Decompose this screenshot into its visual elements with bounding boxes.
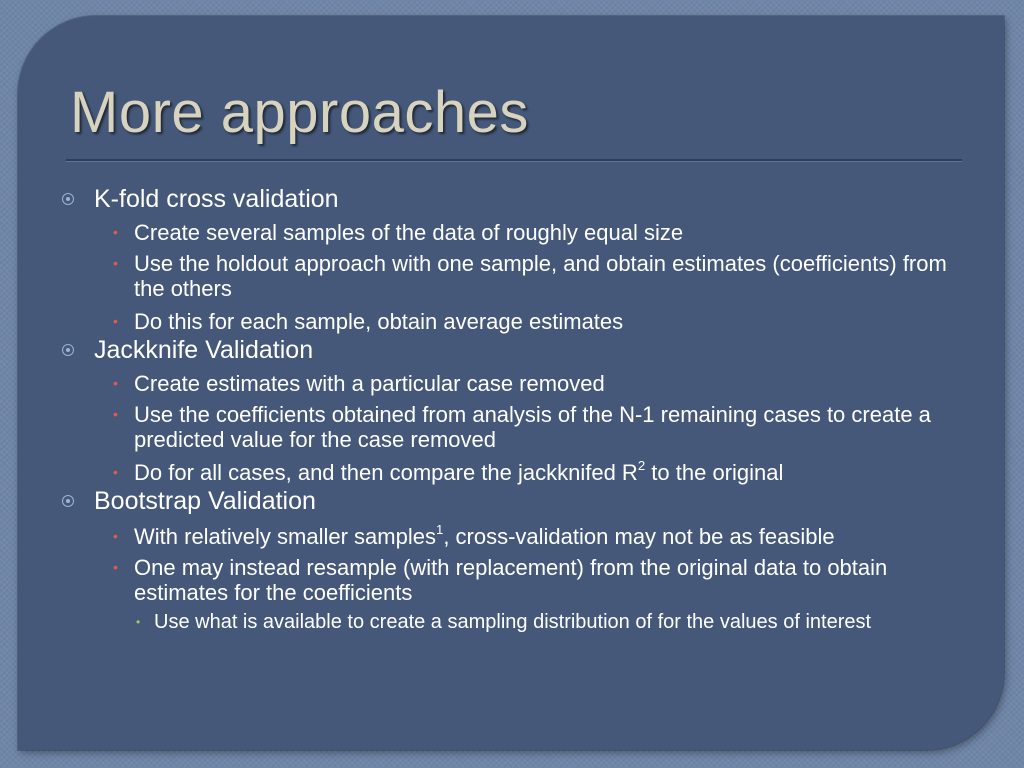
sub-bullet-text: Create estimates with a particular case removed: [134, 371, 605, 396]
dot-bullet-icon: •: [113, 224, 118, 240]
title-divider: [66, 159, 962, 161]
sub-bullet: [62, 524, 962, 549]
sub-bullet: [62, 555, 962, 605]
superscript: 2: [637, 458, 646, 474]
circle-bullet-icon: [62, 495, 74, 507]
dot-bullet-icon: •: [113, 313, 118, 329]
sub-bullet-text: Do for all cases, and then compare the jackknifed $R^2$ to the original: [134, 458, 784, 485]
sub-bullet: [62, 220, 962, 245]
dot-bullet-icon: •: [136, 615, 141, 629]
sub-bullet: [62, 402, 962, 452]
bullet-text: Bootstrap Validation: [94, 487, 316, 515]
bullet-text: K-fold cross validation: [94, 185, 339, 213]
sub-bullet: [62, 309, 962, 334]
bullet-text: Jackknife Validation: [94, 336, 314, 364]
sub-bullet-text: One may instead resample (with replacement) from the original data to obtain estimates for the coefficients: [134, 555, 888, 605]
sub-bullet: [62, 460, 962, 485]
bullet-kfold: [62, 184, 962, 214]
dot-bullet-icon: •: [113, 559, 118, 575]
superscript: 1: [435, 522, 444, 538]
bullet-bootstrap: [62, 486, 962, 516]
dot-bullet-icon: •: [113, 375, 118, 391]
sub-bullet-text: With relatively smaller samples$^1$, cross-validation may not be as feasible: [134, 522, 835, 549]
dot-bullet-icon: •: [113, 528, 118, 544]
bullet-jackknife: [62, 335, 962, 365]
sub-bullet: [62, 371, 962, 396]
dot-bullet-icon: •: [113, 255, 118, 271]
slide-content: [62, 184, 962, 634]
dot-bullet-icon: •: [113, 464, 118, 480]
sub-bullet: [62, 251, 962, 301]
sub-sub-bullet: [62, 611, 962, 634]
sub-bullet-text: Use the holdout approach with one sample, and obtain estimates (coefficients) from the others: [134, 251, 947, 301]
dot-bullet-icon: •: [113, 406, 118, 422]
sub-sub-bullet-text: Use what is available to create a sampling distribution of for the values of interest: [154, 611, 872, 633]
sub-bullet-text: Do this for each sample, obtain average estimates: [134, 309, 624, 334]
slide-title: More approaches: [70, 80, 529, 145]
sub-bullet-text: Create several samples of the data of roughly equal size: [134, 220, 684, 245]
circle-bullet-icon: [62, 344, 74, 356]
sub-bullet-text: Use the coefficients obtained from analysis of the N-1 remaining cases to create a predicted value for the case removed: [134, 402, 931, 452]
circle-bullet-icon: [62, 193, 74, 205]
